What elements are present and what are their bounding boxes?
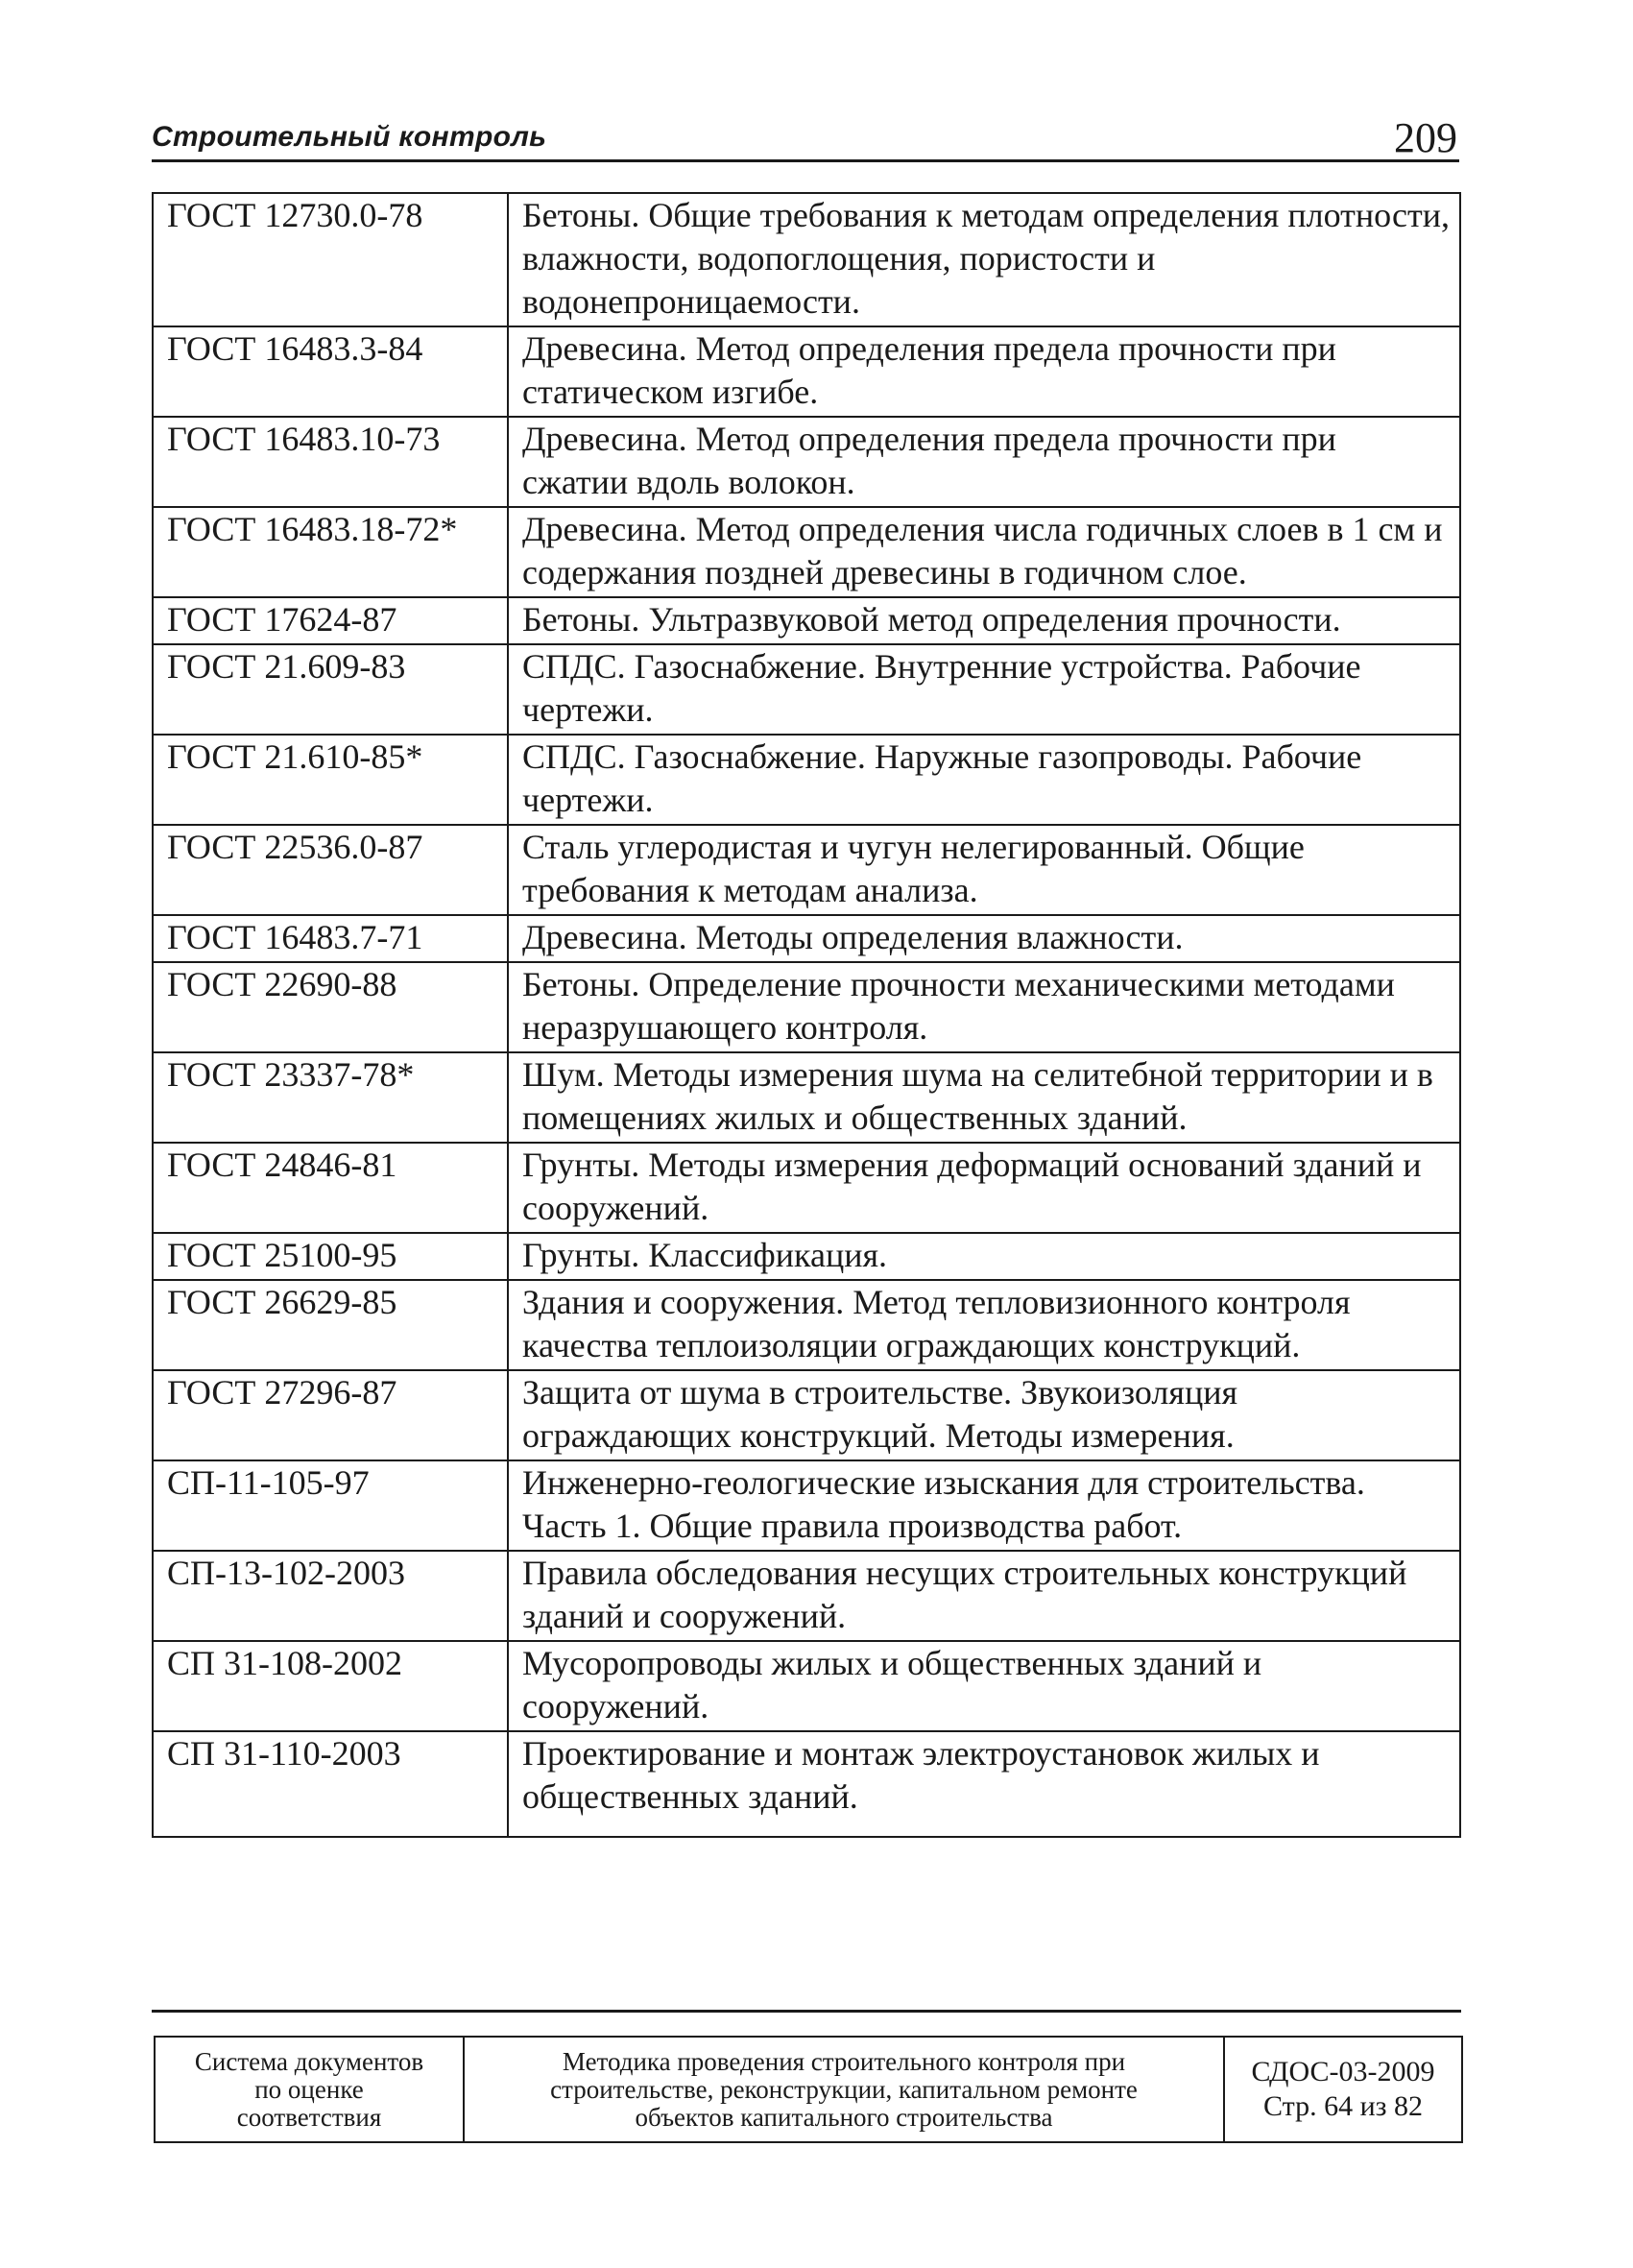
standard-code: ГОСТ 16483.7-71 <box>153 915 508 962</box>
page-number: 209 <box>1394 114 1457 161</box>
standard-code: СП 31-108-2002 <box>153 1641 508 1731</box>
standard-title: Инженерно-геологические изыскания для строительства. Часть 1. Общие правила производства работ. <box>508 1460 1460 1551</box>
footer-doc-code: СДОС-03-2009 <box>1251 2056 1435 2087</box>
standard-code: ГОСТ 16483.10-73 <box>153 417 508 507</box>
standard-title: Сталь углеродистая и чугун нелегированный. Общие требования к методам анализа. <box>508 825 1460 915</box>
footer-block <box>154 2036 1463 2143</box>
table-row <box>153 507 1460 597</box>
standard-title: Древесина. Методы определения влажности. <box>508 915 1460 962</box>
footer-row <box>155 2037 1462 2142</box>
standard-title: Здания и сооружения. Метод тепловизионного контроля качества теплоизоляции ограждающих конструкций. <box>508 1280 1460 1370</box>
standard-code: ГОСТ 16483.18-72* <box>153 507 508 597</box>
table-row <box>153 915 1460 962</box>
standard-code: ГОСТ 27296-87 <box>153 1370 508 1460</box>
standard-code: СП 31-110-2003 <box>153 1731 508 1837</box>
standard-code: СП-11-105-97 <box>153 1460 508 1551</box>
table-row <box>153 1551 1460 1641</box>
footer-title-line: строительстве, реконструкции, капитальном ремонте <box>550 2074 1138 2104</box>
footer-system-name <box>155 2037 464 2142</box>
standard-title: Защита от шума в строительстве. Звукоизоляция ограждающих конструкций. Методы измерения. <box>508 1370 1460 1460</box>
standard-title: СПДС. Газоснабжение. Внутренние устройства. Рабочие чертежи. <box>508 644 1460 735</box>
standard-code: СП-13-102-2003 <box>153 1551 508 1641</box>
table-row <box>153 1233 1460 1280</box>
footer-system-line: соответствия <box>236 2102 382 2132</box>
footer-document-ref <box>1224 2037 1462 2142</box>
table-row <box>153 1731 1460 1837</box>
footer-title-line: Методика проведения строительного контроля при <box>562 2046 1126 2076</box>
standard-title: Древесина. Метод определения предела прочности при статическом изгибе. <box>508 326 1460 417</box>
standard-title: Мусоропроводы жилых и общественных зданий и сооружений. <box>508 1641 1460 1731</box>
standard-title: Проектирование и монтаж электроустановок жилых и общественных зданий. <box>508 1731 1460 1837</box>
standard-title: Правила обследования несущих строительных конструкций зданий и сооружений. <box>508 1551 1460 1641</box>
standards-table <box>152 192 1461 1838</box>
footer-system-line: по оценке <box>254 2074 364 2104</box>
footer-document-title <box>464 2037 1224 2142</box>
standard-code: ГОСТ 22536.0-87 <box>153 825 508 915</box>
footer-page-ref: Стр. 64 из 82 <box>1263 2090 1423 2122</box>
table-row <box>153 193 1460 326</box>
table-row <box>153 1280 1460 1370</box>
table-row <box>153 1460 1460 1551</box>
standard-title: Древесина. Метод определения числа годичных слоев в 1 см и содержания поздней древесины в годичном слое. <box>508 507 1460 597</box>
standard-title: Грунты. Классификация. <box>508 1233 1460 1280</box>
standard-code: ГОСТ 25100-95 <box>153 1233 508 1280</box>
standard-title: Древесина. Метод определения предела прочности при сжатии вдоль волокон. <box>508 417 1460 507</box>
standard-title: Бетоны. Определение прочности механическими методами неразрушающего контроля. <box>508 962 1460 1052</box>
standard-code: ГОСТ 24846-81 <box>153 1143 508 1233</box>
standards-table-body <box>153 193 1460 1837</box>
standard-code: ГОСТ 21.610-85* <box>153 735 508 825</box>
table-row <box>153 735 1460 825</box>
standard-title: Бетоны. Общие требования к методам определения плотности, влажности, водопоглощения, пористости и водонепроницаемости. <box>508 193 1460 326</box>
standard-code: ГОСТ 22690-88 <box>153 962 508 1052</box>
standard-code: ГОСТ 12730.0-78 <box>153 193 508 326</box>
table-row <box>153 962 1460 1052</box>
table-row <box>153 1052 1460 1143</box>
standard-code: ГОСТ 26629-85 <box>153 1280 508 1370</box>
standard-code: ГОСТ 16483.3-84 <box>153 326 508 417</box>
table-row <box>153 597 1460 644</box>
running-title: Строительный контроль <box>152 121 547 153</box>
table-row <box>153 1641 1460 1731</box>
table-row <box>153 1143 1460 1233</box>
table-row <box>153 825 1460 915</box>
standard-code: ГОСТ 17624-87 <box>153 597 508 644</box>
table-row <box>153 326 1460 417</box>
standard-code: ГОСТ 21.609-83 <box>153 644 508 735</box>
standard-title: Бетоны. Ультразвуковой метод определения прочности. <box>508 597 1460 644</box>
running-header <box>152 104 1459 162</box>
footer-system-line: Система документов <box>194 2046 424 2076</box>
standard-title: Грунты. Методы измерения деформаций оснований зданий и сооружений. <box>508 1143 1460 1233</box>
footer-title-line: объектов капитального строительства <box>635 2102 1053 2132</box>
footer-rule <box>152 2010 1461 2013</box>
table-row <box>153 417 1460 507</box>
table-row <box>153 1370 1460 1460</box>
table-row <box>153 644 1460 735</box>
standard-code: ГОСТ 23337-78* <box>153 1052 508 1143</box>
standard-title: Шум. Методы измерения шума на селитебной территории и в помещениях жилых и общественных зданий. <box>508 1052 1460 1143</box>
standard-title: СПДС. Газоснабжение. Наружные газопроводы. Рабочие чертежи. <box>508 735 1460 825</box>
